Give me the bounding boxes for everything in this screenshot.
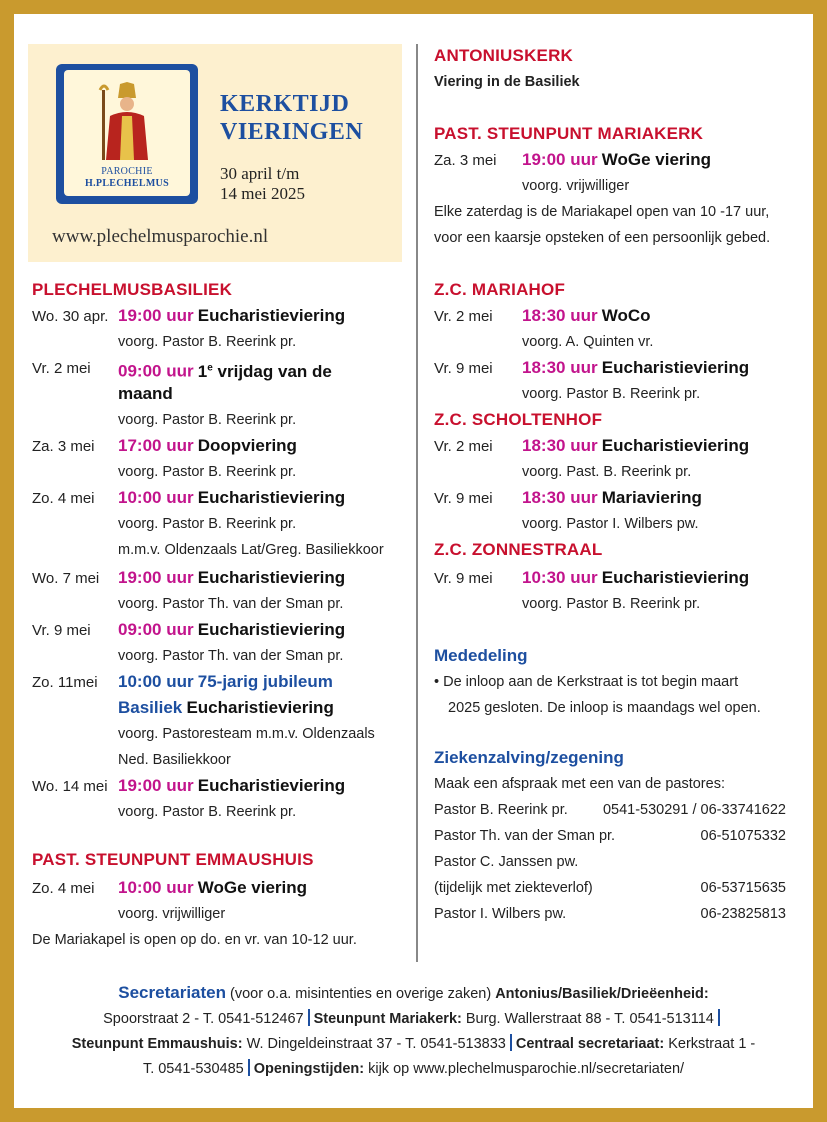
event-line: 19:00 uur Eucharistieviering	[118, 568, 346, 587]
event-line: 10:30 uur Eucharistieviering	[522, 568, 750, 587]
separator	[308, 1009, 310, 1026]
event-line: 10:00 uur Eucharistieviering	[118, 488, 346, 507]
date-range: 30 april t/m 14 mei 2025	[220, 164, 305, 203]
day-label: Vr. 2 mei	[32, 360, 91, 377]
day-label: Za. 3 mei	[32, 438, 95, 455]
presider: voorg. Pastor B. Reerink pr.	[522, 386, 701, 402]
contact-name: Pastor C. Janssen pw.	[434, 854, 579, 870]
day-label: Vr. 9 mei	[434, 570, 493, 587]
presider: voorg. Pastoresteam m.m.v. Oldenzaals	[118, 726, 375, 742]
contact-phone: 06-53715635	[700, 880, 786, 896]
event-line: 19:00 uur Eucharistieviering	[118, 306, 346, 325]
presider: voorg. vrijwilliger	[118, 906, 226, 922]
logo-text-plechelmus: H.PLECHELMUS	[85, 178, 169, 189]
mariakerk-note-2: voor een kaarsje opsteken of een persoonlijk gebed.	[434, 230, 771, 246]
column-divider	[416, 44, 418, 962]
event-first-friday: 1e vrijdag van de	[197, 361, 332, 381]
presider: voorg. Pastor B. Reerink pr.	[118, 334, 297, 350]
contact-phone: 06-23825813	[700, 906, 786, 922]
section-title-emmaus: PAST. STEUNPUNT EMMAUSHUIS	[32, 850, 314, 869]
event-line: 09:00 uur Eucharistieviering	[118, 620, 346, 639]
day-label: Zo. 4 mei	[32, 880, 95, 897]
event-line: 09:00 uur 1e vrijdag van de	[118, 361, 332, 381]
zieken-intro: Maak een afspraak met een van de pastores:	[434, 776, 725, 792]
emmaus-note: De Mariakapel is open op do. en vr. van 10-12 uur.	[32, 932, 357, 948]
day-label: Wo. 7 mei	[32, 570, 100, 587]
event-line: 18:30 uur Eucharistieviering	[522, 436, 750, 455]
saint-figure-icon	[98, 82, 156, 162]
event-line: 19:00 uur WoGe viering	[522, 150, 712, 169]
event-line-cont: Basiliek Eucharistieviering	[118, 698, 334, 717]
mededeling-line-1: • De inloop aan de Kerkstraat is tot begin maart	[434, 674, 739, 690]
day-label: Zo. 4 mei	[32, 490, 95, 507]
website-url: www.plechelmusparochie.nl	[52, 226, 269, 247]
section-title-basiliek: PLECHELMUSBASILIEK	[32, 280, 233, 299]
section-title-zonnestraal: Z.C. ZONNESTRAAL	[434, 540, 603, 559]
presider: voorg. Pastor I. Wilbers pw.	[522, 516, 699, 532]
page-title: KERKTIJD VIERINGEN	[220, 91, 364, 145]
separator	[510, 1034, 512, 1051]
presider: voorg. Pastor Th. van der Sman pr.	[118, 596, 344, 612]
choir: m.m.v. Oldenzaals Lat/Greg. Basiliekkoor	[118, 542, 384, 558]
mededeling-line-2: 2025 gesloten. De inloop is maandags wel open.	[448, 700, 761, 716]
day-label: Vr. 2 mei	[434, 438, 493, 455]
event-line: 18:30 uur Mariaviering	[522, 488, 702, 507]
presider: voorg. Pastor B. Reerink pr.	[118, 412, 297, 428]
day-label: Zo. 11mei	[32, 674, 98, 691]
contact-phone: 0541-530291 / 06-33741622	[602, 802, 786, 818]
contact-name: Pastor B. Reerink pr.	[434, 802, 568, 818]
mariakerk-note-1: Elke zaterdag is de Mariakapel open van 10 -17 uur,	[434, 204, 770, 220]
day-label: Vr. 9 mei	[434, 490, 493, 507]
presider: voorg. A. Quinten vr.	[522, 334, 654, 350]
presider: voorg. Pastor B. Reerink pr.	[522, 596, 701, 612]
secretariaten-footer: Secretariaten (voor o.a. misintenties en overige zaken) Antonius/Basiliek/Drieëenheid: Spoorstraat 2 - T. 0541-512467 Steunpunt Mariakerk: Burg. Wallerstraat 88 - T. 0541-513114 Steunpunt Emmaushuis: W. Dingeldeinstraat 37 - T. 0541-513833 Centraal secretariaat: Kerkstraat 1 - T. 0541-530485 Openingstijden: kijk op www.plechelmusparochie.nl/secretariaten/	[71, 983, 756, 1077]
presider: voorg. Pastor Th. van der Sman pr.	[118, 648, 344, 664]
day-label: Vr. 9 mei	[434, 360, 493, 377]
zieken-title: Ziekenzalving/zegening	[434, 748, 624, 767]
antonius-text: Viering in de Basiliek	[434, 74, 580, 90]
separator	[248, 1059, 250, 1076]
event-line: 18:30 uur Eucharistieviering	[522, 358, 750, 377]
section-title-scholtenhof: Z.C. SCHOLTENHOF	[434, 410, 603, 429]
section-title-mariakerk: PAST. STEUNPUNT MARIAKERK	[434, 124, 704, 143]
presider: voorg. Pastor B. Reerink pr.	[118, 464, 297, 480]
presider: voorg. Pastor B. Reerink pr.	[118, 516, 297, 532]
presider: voorg. Past. B. Reerink pr.	[522, 464, 692, 480]
contact-name: Pastor I. Wilbers pw.	[434, 906, 567, 922]
parish-logo	[56, 64, 198, 204]
presider: voorg. Pastor B. Reerink pr.	[118, 804, 297, 820]
day-label: Vr. 9 mei	[32, 622, 91, 639]
event-line-cont: maand	[118, 384, 173, 403]
section-title-mariahof: Z.C. MARIAHOF	[434, 280, 566, 299]
event-line: 17:00 uur Doopviering	[118, 436, 297, 455]
presider: voorg. vrijwilliger	[522, 178, 630, 194]
day-label: Vr. 2 mei	[434, 308, 493, 325]
event-line: 19:00 uur Eucharistieviering	[118, 776, 346, 795]
day-label: Wo. 30 apr.	[32, 308, 109, 325]
mededeling-title: Mededeling	[434, 646, 528, 665]
event-line: 10:00 uur 75-jarig jubileum	[118, 672, 333, 691]
day-label: Za. 3 mei	[434, 152, 497, 169]
day-label: Wo. 14 mei	[32, 778, 108, 795]
logo-text-parochie: PAROCHIE	[101, 166, 153, 177]
contact-name: Pastor Th. van der Sman pr.	[434, 828, 616, 844]
footer-heading: Secretariaten	[118, 983, 226, 1002]
choir: Ned. Basiliekkoor	[118, 752, 231, 768]
event-line: 18:30 uur WoCo	[522, 306, 651, 325]
event-line: 10:00 uur WoGe viering	[118, 878, 308, 897]
bulletin-page	[14, 14, 813, 1108]
separator	[718, 1009, 720, 1026]
secretariaten-link[interactable]: kijk op www.plechelmusparochie.nl/secretariaten/	[368, 1061, 685, 1077]
section-title-antonius: ANTONIUSKERK	[434, 46, 574, 65]
contact-name: (tijdelijk met ziekteverlof)	[434, 880, 593, 896]
contact-phone: 06-51075332	[700, 828, 786, 844]
